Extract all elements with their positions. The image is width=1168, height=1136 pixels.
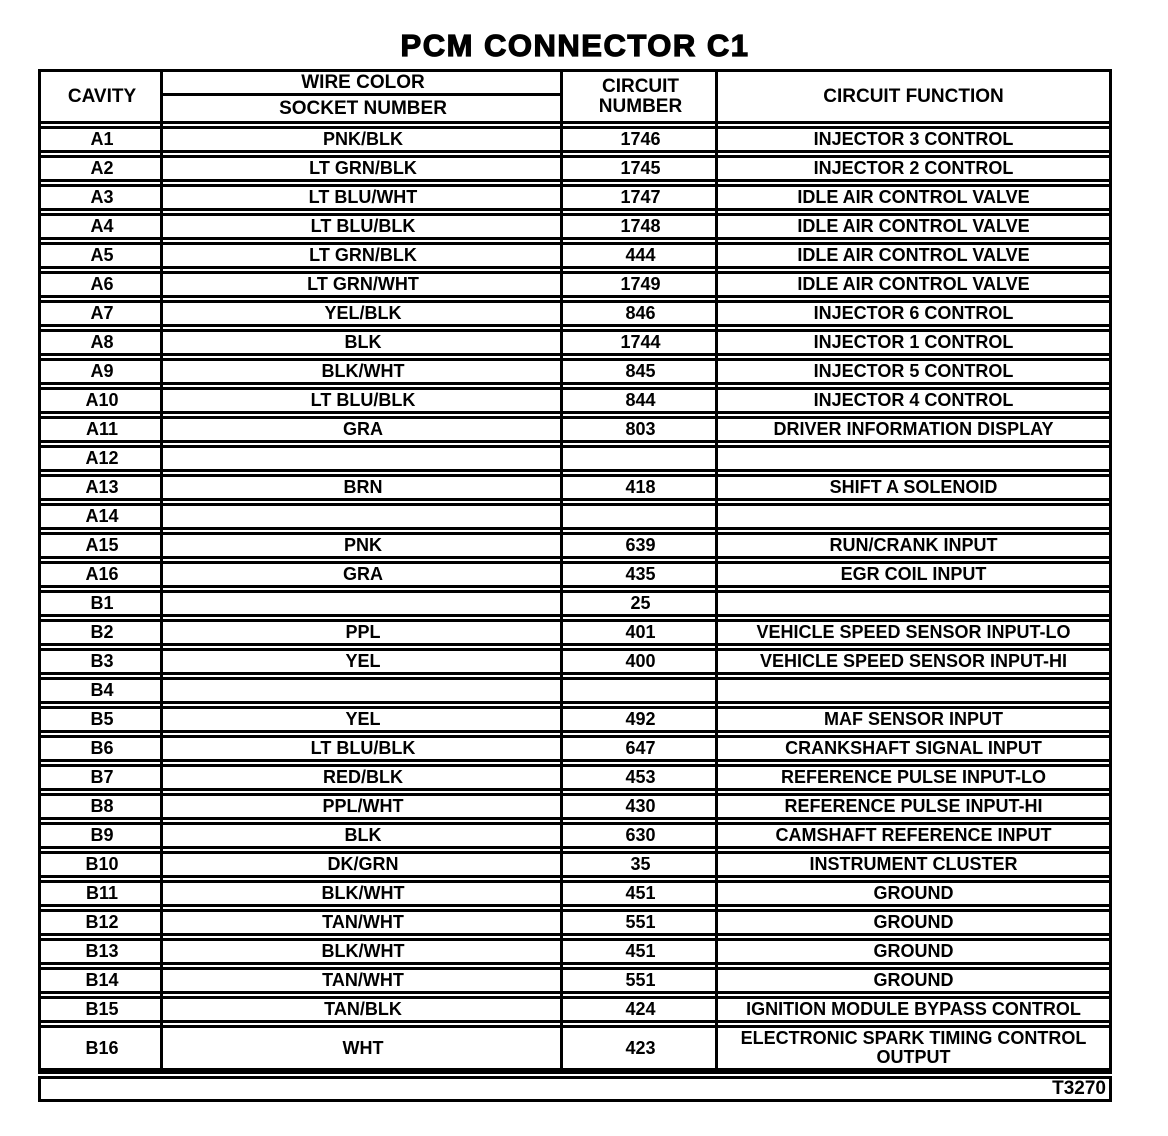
table-row bbox=[41, 416, 1109, 443]
circuit-function-cell: IGNITION MODULE BYPASS CONTROL bbox=[746, 999, 1081, 1019]
table-main-section bbox=[38, 69, 1112, 1074]
circuit-function-cell: ELECTRONIC SPARK TIMING CONTROL OUTPUT bbox=[740, 1028, 1087, 1067]
circuit-function-cell: IDLE AIR CONTROL VALVE bbox=[797, 187, 1030, 207]
circuit-number-cell: 845 bbox=[625, 361, 656, 381]
wire-color-cell: LT BLU/WHT bbox=[308, 187, 418, 207]
wire-color-cell: PNK/BLK bbox=[323, 129, 403, 149]
circuit-number-cell: 25 bbox=[630, 593, 651, 613]
cavity-cell: B6 bbox=[90, 738, 114, 758]
wire-color-cell: YEL/BLK bbox=[324, 303, 402, 323]
cavity-cell: A10 bbox=[85, 390, 119, 410]
connector-table bbox=[38, 69, 1112, 1102]
wire-color-cell: WHT bbox=[342, 1037, 384, 1058]
cavity-cell: B11 bbox=[85, 883, 119, 903]
cavity-cell: A5 bbox=[90, 245, 114, 265]
cavity-cell: B16 bbox=[85, 1037, 119, 1058]
header-wire-stack bbox=[163, 72, 563, 121]
circuit-number-cell: 639 bbox=[625, 535, 656, 555]
circuit-number-cell: 630 bbox=[625, 825, 656, 845]
cavity-cell: A11 bbox=[85, 419, 119, 439]
table-row bbox=[41, 938, 1109, 965]
circuit-number-cell: 400 bbox=[625, 651, 656, 671]
circuit-number-cell: 453 bbox=[625, 767, 656, 787]
table-row bbox=[41, 909, 1109, 936]
circuit-number-cell: 430 bbox=[625, 796, 656, 816]
table-row bbox=[41, 851, 1109, 878]
table-row bbox=[41, 445, 1109, 472]
header-cavity: CAVITY bbox=[67, 85, 137, 107]
header-wire-color: WIRE COLOR bbox=[163, 72, 563, 96]
circuit-function-cell bbox=[718, 506, 1109, 527]
circuit-number-cell bbox=[563, 680, 718, 701]
cavity-cell: A13 bbox=[85, 477, 119, 497]
wire-color-cell: TAN/WHT bbox=[322, 970, 404, 990]
table-row bbox=[41, 358, 1109, 385]
table-row bbox=[41, 387, 1109, 414]
cavity-cell: A14 bbox=[85, 506, 119, 526]
circuit-function-cell: INSTRUMENT CLUSTER bbox=[809, 854, 1018, 874]
wire-color-cell: BLK/WHT bbox=[321, 941, 405, 961]
circuit-number-cell: 35 bbox=[630, 854, 651, 874]
table-row bbox=[41, 967, 1109, 994]
circuit-function-cell: GROUND bbox=[873, 912, 954, 932]
table-row bbox=[41, 880, 1109, 907]
header-circuit-function: CIRCUIT FUNCTION bbox=[823, 85, 1004, 107]
cavity-cell: B4 bbox=[90, 680, 114, 700]
wire-color-cell: TAN/WHT bbox=[322, 912, 404, 932]
wire-color-cell: LT GRN/WHT bbox=[307, 274, 419, 294]
column-divider bbox=[560, 72, 563, 1071]
wire-color-cell: LT BLU/BLK bbox=[310, 738, 416, 758]
cavity-cell: A7 bbox=[90, 303, 114, 323]
circuit-function-cell: REFERENCE PULSE INPUT-LO bbox=[780, 767, 1047, 787]
circuit-number-cell bbox=[563, 506, 718, 527]
table-row bbox=[41, 735, 1109, 762]
wire-color-cell: PPL bbox=[345, 622, 381, 642]
cavity-cell: B15 bbox=[85, 999, 119, 1019]
wire-color-cell: GRA bbox=[343, 564, 383, 584]
table-row bbox=[41, 126, 1109, 153]
wire-color-cell: LT GRN/BLK bbox=[309, 158, 417, 178]
wire-color-cell: BLK bbox=[344, 825, 382, 845]
table-row bbox=[41, 242, 1109, 269]
column-divider bbox=[160, 72, 163, 1071]
wire-color-cell: YEL bbox=[345, 651, 381, 671]
table-row bbox=[41, 184, 1109, 211]
cavity-cell: A9 bbox=[90, 361, 114, 381]
wire-color-cell: PPL/WHT bbox=[322, 796, 404, 816]
cavity-cell: B10 bbox=[85, 854, 119, 874]
table-row bbox=[41, 213, 1109, 240]
wire-color-cell: LT BLU/BLK bbox=[310, 216, 416, 236]
circuit-number-cell: 1746 bbox=[620, 129, 661, 149]
circuit-number-cell: 418 bbox=[625, 477, 656, 497]
wire-color-cell bbox=[163, 593, 563, 614]
table-row bbox=[41, 648, 1109, 675]
circuit-number-cell: 423 bbox=[625, 1037, 656, 1058]
circuit-function-cell: INJECTOR 6 CONTROL bbox=[813, 303, 1014, 323]
circuit-function-cell: INJECTOR 4 CONTROL bbox=[813, 390, 1014, 410]
wire-color-cell: GRA bbox=[343, 419, 383, 439]
circuit-function-cell: DRIVER INFORMATION DISPLAY bbox=[773, 419, 1054, 439]
table-body bbox=[41, 126, 1109, 1071]
table-row bbox=[41, 300, 1109, 327]
cavity-cell: A15 bbox=[85, 535, 119, 555]
cavity-cell: A16 bbox=[85, 564, 119, 584]
circuit-number-cell: 424 bbox=[625, 999, 656, 1019]
circuit-number-cell: 435 bbox=[625, 564, 656, 584]
cavity-cell: A6 bbox=[90, 274, 114, 294]
circuit-function-cell: CAMSHAFT REFERENCE INPUT bbox=[775, 825, 1052, 845]
page-title: PCM CONNECTOR C1 bbox=[400, 28, 750, 63]
header-circuit-number: CIRCUIT NUMBER bbox=[598, 75, 683, 117]
cavity-cell: B5 bbox=[90, 709, 114, 729]
table-row bbox=[41, 329, 1109, 356]
circuit-number-cell: 492 bbox=[625, 709, 656, 729]
table-row bbox=[41, 764, 1109, 791]
circuit-number-cell bbox=[563, 448, 718, 469]
circuit-function-cell: GROUND bbox=[873, 941, 954, 961]
table-row bbox=[41, 532, 1109, 559]
header-socket-number: SOCKET NUMBER bbox=[279, 97, 447, 119]
circuit-function-cell: REFERENCE PULSE INPUT-HI bbox=[784, 796, 1043, 816]
cavity-cell: B9 bbox=[90, 825, 114, 845]
circuit-function-cell: INJECTOR 5 CONTROL bbox=[813, 361, 1014, 381]
table-row bbox=[41, 503, 1109, 530]
cavity-cell: B13 bbox=[85, 941, 119, 961]
circuit-number-cell: 846 bbox=[625, 303, 656, 323]
circuit-number-cell: 803 bbox=[625, 419, 656, 439]
wire-color-cell: RED/BLK bbox=[323, 767, 403, 787]
cavity-cell: B8 bbox=[90, 796, 114, 816]
circuit-number-cell: 844 bbox=[625, 390, 656, 410]
circuit-function-cell: IDLE AIR CONTROL VALVE bbox=[797, 216, 1030, 236]
cavity-cell: A12 bbox=[85, 448, 119, 468]
cavity-cell: B2 bbox=[90, 622, 114, 642]
circuit-number-cell: 1749 bbox=[620, 274, 661, 294]
circuit-number-cell: 1748 bbox=[620, 216, 661, 236]
cavity-cell: B7 bbox=[90, 767, 114, 787]
cavity-cell: B3 bbox=[90, 651, 114, 671]
circuit-function-cell: SHIFT A SOLENOID bbox=[829, 477, 998, 497]
wire-color-cell: BRN bbox=[343, 477, 383, 497]
cavity-cell: B14 bbox=[85, 970, 119, 990]
column-divider bbox=[715, 72, 718, 1071]
cavity-cell: A4 bbox=[90, 216, 114, 236]
circuit-function-cell: IDLE AIR CONTROL VALVE bbox=[797, 245, 1030, 265]
cavity-cell: B1 bbox=[90, 593, 114, 613]
table-header-row bbox=[41, 72, 1109, 124]
table-row bbox=[41, 677, 1109, 704]
table-row bbox=[41, 822, 1109, 849]
circuit-function-cell: VEHICLE SPEED SENSOR INPUT-LO bbox=[756, 622, 1071, 642]
wire-color-cell: YEL bbox=[345, 709, 381, 729]
circuit-number-cell: 1744 bbox=[620, 332, 661, 352]
cavity-cell: A1 bbox=[90, 129, 114, 149]
circuit-number-cell: 647 bbox=[625, 738, 656, 758]
circuit-number-cell: 401 bbox=[625, 622, 656, 642]
circuit-function-cell: GROUND bbox=[873, 883, 954, 903]
wire-color-cell: PNK bbox=[343, 535, 382, 555]
circuit-function-cell bbox=[718, 593, 1109, 614]
table-row bbox=[41, 619, 1109, 646]
circuit-function-cell: IDLE AIR CONTROL VALVE bbox=[797, 274, 1030, 294]
wire-color-cell: DK/GRN bbox=[327, 854, 399, 874]
circuit-number-cell: 451 bbox=[625, 941, 656, 961]
wire-color-cell: BLK/WHT bbox=[321, 361, 405, 381]
circuit-function-cell: INJECTOR 2 CONTROL bbox=[813, 158, 1014, 178]
circuit-function-cell: INJECTOR 1 CONTROL bbox=[813, 332, 1014, 352]
wire-color-cell: LT GRN/BLK bbox=[309, 245, 417, 265]
circuit-number-cell: 551 bbox=[625, 970, 656, 990]
table-row bbox=[41, 271, 1109, 298]
circuit-function-cell: RUN/CRANK INPUT bbox=[829, 535, 998, 555]
table-row bbox=[41, 561, 1109, 588]
wire-color-cell: BLK/WHT bbox=[321, 883, 405, 903]
table-row bbox=[41, 996, 1109, 1023]
table-row bbox=[41, 793, 1109, 820]
table-footer bbox=[38, 1076, 1112, 1102]
wire-color-cell: BLK bbox=[344, 332, 382, 352]
table-row bbox=[41, 474, 1109, 501]
circuit-function-cell bbox=[718, 448, 1109, 469]
circuit-function-cell: CRANKSHAFT SIGNAL INPUT bbox=[785, 738, 1042, 758]
circuit-number-cell: 444 bbox=[625, 245, 656, 265]
table-row bbox=[41, 706, 1109, 733]
cavity-cell: A8 bbox=[90, 332, 114, 352]
cavity-cell: B12 bbox=[85, 912, 119, 932]
table-row bbox=[41, 155, 1109, 182]
wire-color-cell: TAN/BLK bbox=[324, 999, 402, 1019]
wire-color-cell bbox=[163, 680, 563, 701]
cavity-cell: A2 bbox=[90, 158, 114, 178]
table-row bbox=[41, 590, 1109, 617]
circuit-number-cell: 451 bbox=[625, 883, 656, 903]
circuit-number-cell: 1745 bbox=[620, 158, 661, 178]
circuit-function-cell bbox=[718, 680, 1109, 701]
circuit-function-cell: GROUND bbox=[873, 970, 954, 990]
wire-color-cell: LT BLU/BLK bbox=[310, 390, 416, 410]
table-row bbox=[41, 1025, 1109, 1071]
figure-reference-label: T3270 bbox=[1052, 1078, 1106, 1099]
wire-color-cell bbox=[163, 506, 563, 527]
circuit-function-cell: VEHICLE SPEED SENSOR INPUT-HI bbox=[759, 651, 1068, 671]
circuit-function-cell: MAF SENSOR INPUT bbox=[823, 709, 1003, 729]
circuit-number-cell: 1747 bbox=[620, 187, 661, 207]
wire-color-cell bbox=[163, 448, 563, 469]
circuit-function-cell: EGR COIL INPUT bbox=[840, 564, 987, 584]
cavity-cell: A3 bbox=[90, 187, 114, 207]
circuit-number-cell: 551 bbox=[625, 912, 656, 932]
circuit-function-cell: INJECTOR 3 CONTROL bbox=[813, 129, 1014, 149]
